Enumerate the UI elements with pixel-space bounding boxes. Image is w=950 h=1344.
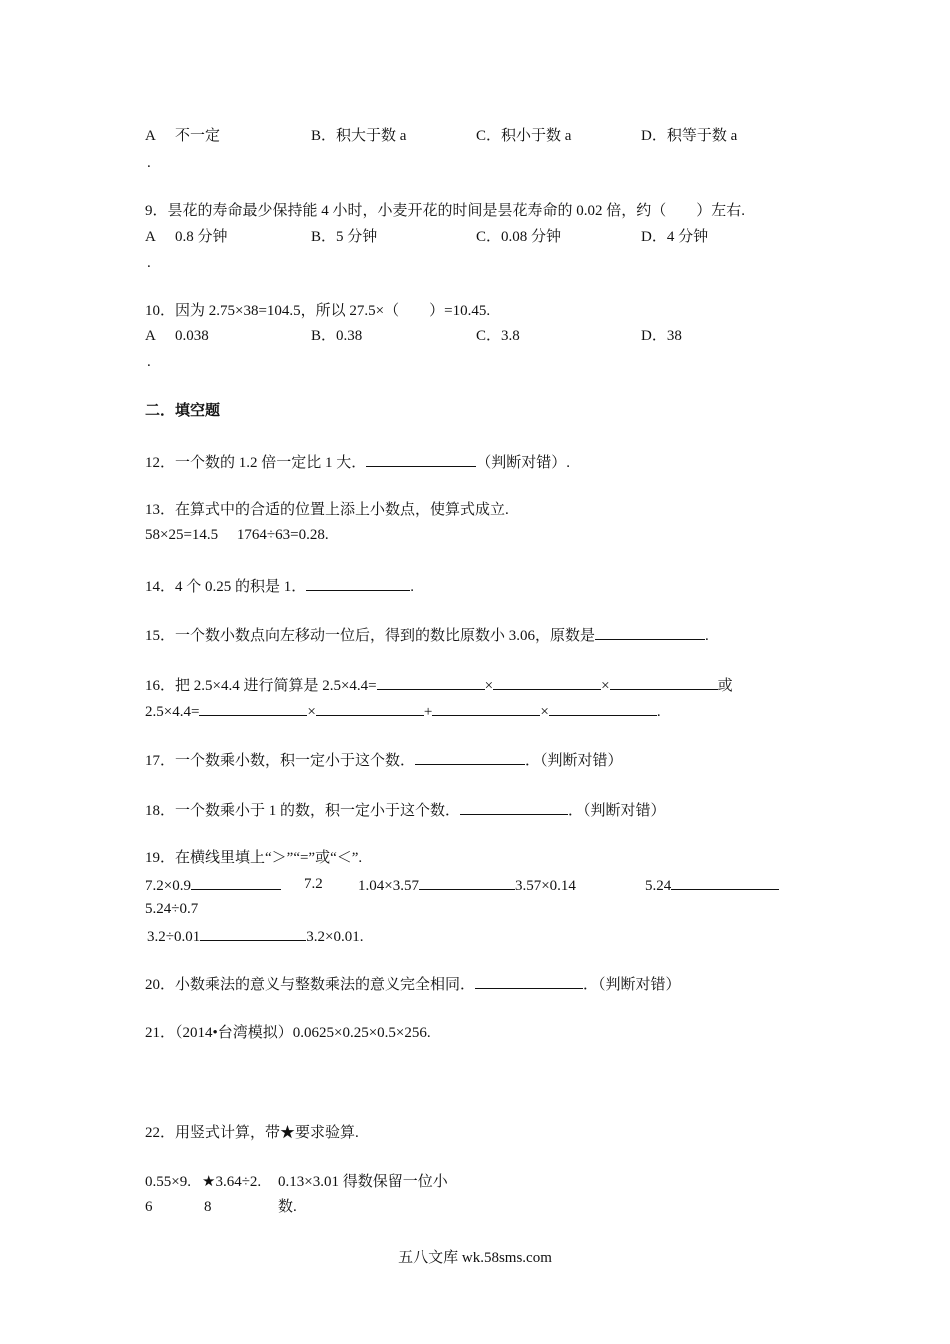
q19-d-left: 3.2÷0.01 bbox=[147, 929, 201, 945]
q10-option-a-dot: . bbox=[147, 354, 151, 370]
q19-c-left: 5.24 bbox=[645, 878, 672, 894]
q16-text: 16．把 2.5×4.4 进行简算是 2.5×4.4= bbox=[145, 678, 377, 694]
q12-text: 12．一个数的 1.2 倍一定比 1 大． bbox=[145, 455, 367, 471]
q14-suffix: . bbox=[410, 579, 415, 595]
q14-answer-blank[interactable] bbox=[306, 576, 410, 591]
q16-blank-6[interactable] bbox=[432, 701, 540, 716]
q22-col2-line1: ★3.64÷2. bbox=[202, 1174, 262, 1190]
q22-col3-line2: 数. bbox=[278, 1199, 297, 1215]
q15-suffix: . bbox=[705, 628, 709, 644]
q9-option-c: C．0.08 分钟 bbox=[476, 229, 562, 245]
q17 bbox=[145, 750, 623, 770]
q8-option-a: 不一定 bbox=[175, 128, 221, 144]
q9-option-a-dot: . bbox=[147, 255, 151, 271]
q16-line1 bbox=[145, 675, 733, 695]
q19-d-right: 3.2×0.01. bbox=[306, 929, 364, 945]
q19-b-blank[interactable] bbox=[419, 875, 515, 890]
q17-text: 17．一个数乘小数，积一定小于这个数． bbox=[145, 753, 416, 769]
q19-c-right: 5.24÷0.7 bbox=[145, 901, 199, 917]
q10-option-b: B．0.38 bbox=[311, 328, 363, 344]
q9-option-a: 0.8 分钟 bbox=[175, 229, 228, 245]
q22-text: 22．用竖式计算，带★要求验算. bbox=[145, 1125, 359, 1141]
q22-col2-line2: 8 bbox=[204, 1199, 212, 1215]
q16-blank-4[interactable] bbox=[199, 701, 307, 716]
q10-option-a-letter: A bbox=[145, 328, 156, 344]
q16-plus: + bbox=[423, 704, 433, 720]
footer-watermark: 五八文库 wk.58sms.com bbox=[398, 1250, 552, 1266]
q20-answer-blank[interactable] bbox=[475, 974, 583, 989]
q20-suffix: ．（判断对错） bbox=[583, 977, 681, 993]
q20 bbox=[145, 974, 681, 994]
q22-col1-line1: 0.55×9. bbox=[145, 1174, 191, 1190]
q16-times-4: × bbox=[540, 704, 549, 720]
q12 bbox=[145, 452, 570, 472]
q19-b-left: 1.04×3.57 bbox=[358, 878, 419, 894]
q19-a-right: 7.2 bbox=[304, 876, 323, 892]
q16-blank-3[interactable] bbox=[610, 675, 718, 690]
q19-item-c bbox=[645, 875, 779, 895]
q8-option-b: B．积大于数 a bbox=[311, 128, 407, 144]
q12-answer-blank[interactable] bbox=[366, 452, 476, 467]
q20-text: 20．小数乘法的意义与整数乘法的意义完全相同． bbox=[145, 977, 476, 993]
q19-text: 19．在横线里填上“＞”“=”或“＜”. bbox=[145, 850, 363, 866]
q16-line2 bbox=[145, 701, 661, 721]
q16-times-3: × bbox=[307, 704, 316, 720]
q13-text: 13．在算式中的合适的位置上添上小数点，使算式成立. bbox=[145, 502, 509, 518]
q19-b-right: 3.57×0.14 bbox=[514, 878, 576, 894]
q19-item-a bbox=[145, 875, 281, 895]
q22-col3-line1: 0.13×3.01 得数保留一位小 bbox=[278, 1174, 448, 1190]
q18 bbox=[145, 800, 666, 820]
q9-option-b: B．5 分钟 bbox=[311, 229, 378, 245]
q9-option-a-letter: A bbox=[145, 229, 156, 245]
section-heading: 二．填空题 bbox=[145, 403, 221, 419]
q15 bbox=[145, 625, 709, 645]
q16-blank-1[interactable] bbox=[377, 675, 485, 690]
q10-option-d: D．38 bbox=[641, 328, 682, 344]
q9-option-d: D．4 分钟 bbox=[641, 229, 709, 245]
q19-a-left: 7.2×0.9 bbox=[145, 878, 191, 894]
q19-item-d bbox=[147, 926, 363, 946]
q10-text: 10．因为 2.75×38=104.5，所以 27.5×（ ）=10.45. bbox=[145, 303, 491, 319]
q8-option-a-letter: A bbox=[145, 128, 156, 144]
q16-blank-7[interactable] bbox=[549, 701, 657, 716]
q16-line2-text: 2.5×4.4= bbox=[145, 704, 200, 720]
q16-times-2: × bbox=[601, 678, 610, 694]
q10-option-a: 0.038 bbox=[175, 328, 209, 344]
q18-suffix: ．（判断对错） bbox=[568, 803, 666, 819]
q16-or: 或 bbox=[717, 678, 733, 694]
q21-text: 21．（2014•台湾模拟）0.0625×0.25×0.5×256. bbox=[145, 1025, 431, 1041]
q19-a-blank[interactable] bbox=[191, 875, 281, 890]
q13-equations: 58×25=14.5 1764÷63=0.28. bbox=[145, 527, 329, 543]
q8-option-d: D．积等于数 a bbox=[641, 128, 738, 144]
q15-answer-blank[interactable] bbox=[595, 625, 705, 640]
q17-answer-blank[interactable] bbox=[415, 750, 525, 765]
q19-item-b bbox=[358, 875, 576, 895]
q9-text: 9．昙花的寿命最少保持能 4 小时，小麦开花的时间是昙花寿命的 0.02 倍，约（ ）左右. bbox=[145, 203, 746, 219]
q18-text: 18．一个数乘小于 1 的数，积一定小于这个数． bbox=[145, 803, 461, 819]
q18-answer-blank[interactable] bbox=[460, 800, 568, 815]
q16-blank-5[interactable] bbox=[316, 701, 424, 716]
q12-suffix: （判断对错）. bbox=[476, 455, 571, 471]
q17-suffix: ．（判断对错） bbox=[525, 753, 623, 769]
q8-option-c: C．积小于数 a bbox=[476, 128, 572, 144]
q14 bbox=[145, 576, 414, 596]
q16-blank-2[interactable] bbox=[493, 675, 601, 690]
q10-option-c: C．3.8 bbox=[476, 328, 520, 344]
q22-col1-line2: 6 bbox=[145, 1199, 153, 1215]
q19-c-blank[interactable] bbox=[671, 875, 779, 890]
q8-option-a-dot: . bbox=[147, 155, 151, 171]
q16-times-1: × bbox=[484, 678, 494, 694]
q14-text: 14．4 个 0.25 的积是 1． bbox=[145, 579, 307, 595]
q16-line2-suffix: . bbox=[656, 704, 661, 720]
q19-d-blank[interactable] bbox=[200, 926, 306, 941]
q15-text: 15．一个数小数点向左移动一位后，得到的数比原数小 3.06，原数是 bbox=[145, 628, 596, 644]
